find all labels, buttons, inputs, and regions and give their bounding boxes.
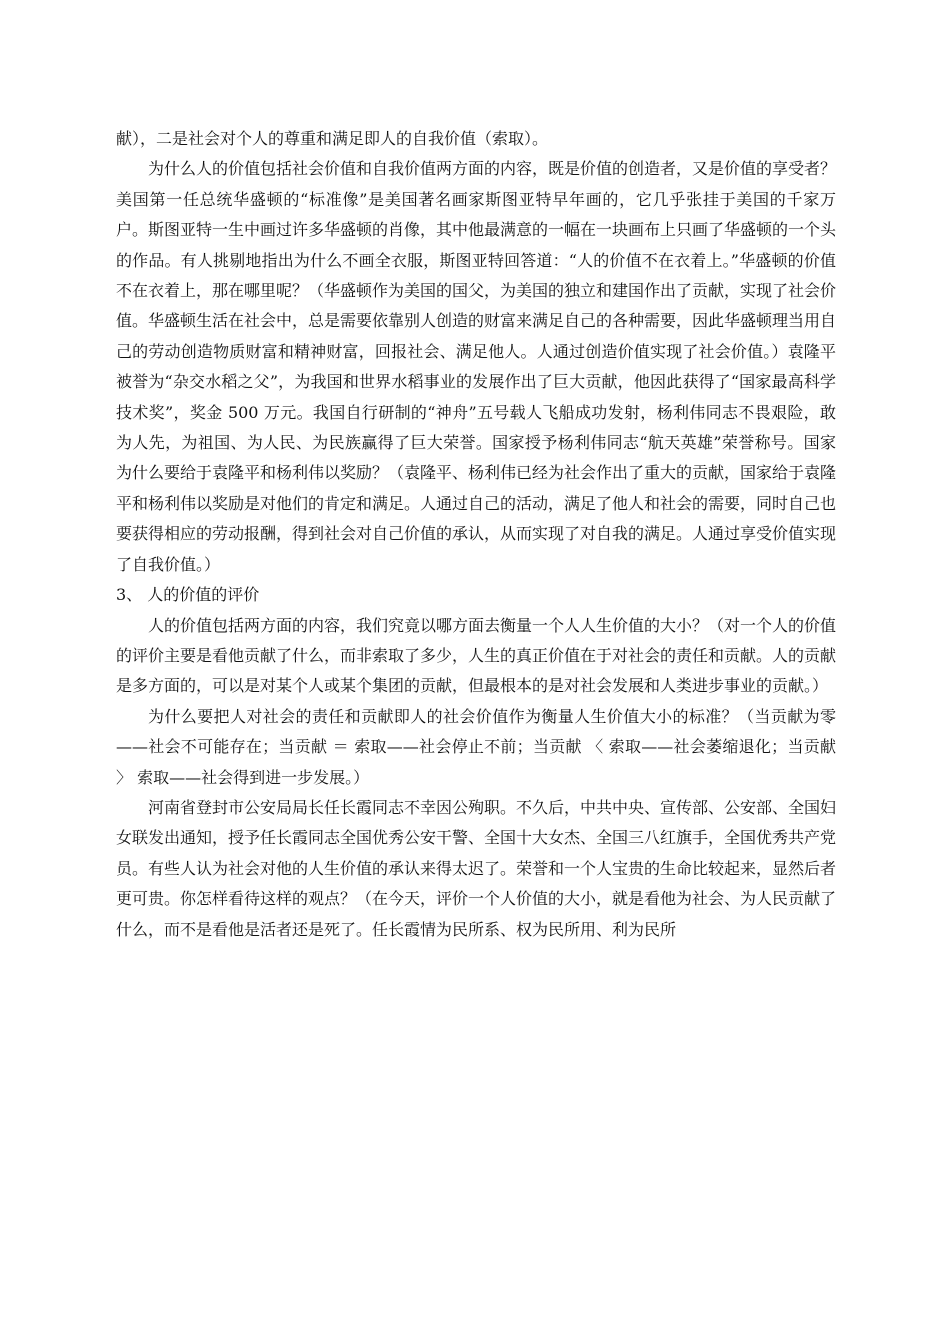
paragraph-washington-yuan-yang: 为什么人的价值包括社会价值和自我价值两方面的内容，既是价值的创造者，又是价值的享受者？美国第一任总统华盛顿的“标准像”是美国著名画家斯图亚特早年画的，它几乎张挂于美国的千家万户。斯图亚特一生中画过许多华盛顿的肖像，其中他最满意的一幅在一块画布上只画了华盛顿的一个头的作品。有人挑剔地指出为什么不画全衣服，斯图亚特回答道：“人的价值不在衣着上。”华盛顿的价值不在衣着上，那在哪里呢？（华盛顿作为美国的国父，为美国的独立和建国作出了贡献，实现了社会价值。华盛顿生活在社会中，总是需要依靠别人创造的财富来满足自己的各种需要，因此华盛顿理当用自己的劳动创造物质财富和精神财富，回报社会、满足他人。人通过创造价值实现了社会价值。）袁隆平被誉为“杂交水稻之父”，为我国和世界水稻事业的发展作出了巨大贡献，他因此获得了“国家最高科学技术奖”，奖金 500 万元。我国自行研制的“神舟”五号载人飞船成功发射，杨利伟同志不畏艰险，敢为人先，为祖国、为人民、为民族赢得了巨大荣誉。国家授予杨利伟同志“航天英雄”荣誉称号。国家为什么要给于袁隆平和杨利伟以奖励？（袁隆平、杨利伟已经为社会作出了重大的贡献，国家给于袁隆平和杨利伟以奖励是对他们的肯定和满足。人通过自己的活动，满足了他人和社会的需要，同时自己也要获得相应的劳动报酬，得到社会对自己价值的承认，从而实现了对自我的满足。人通过享受价值实现了自我价值。）	[116, 159, 837, 574]
document-body	[116, 124, 836, 945]
section-heading-value-evaluation: 3、 人的价值的评价	[116, 585, 260, 605]
paragraph-ren-changxia: 河南省登封市公安局局长任长霞同志不幸因公殉职。不久后，中共中央、宣传部、公安部、全国妇女联发出通知，授予任长霞同志全国优秀公安干警、全国十大女杰、全国三八红旗手，全国优秀共产党员。有些人认为社会对他的人生价值的承认来得太迟了。荣誉和一个人宝贵的生命比较起来，显然后者更可贵。你怎样看待这样的观点？（在今天，评价一个人价值的大小，就是看他为社会、为人民贡献了什么，而不是看他是活者还是死了。任长霞情为民所系、权为民所用、利为民所	[116, 797, 837, 939]
paragraph-contribution-standard: 为什么要把人对社会的责任和贡献即人的社会价值作为衡量人生价值大小的标准？（当贡献为零——社会不可能存在；当贡献 ＝ 索取——社会停止不前；当贡献 〈 索取——社会萎缩退化；当贡献 〉 索取——社会得到进一步发展。）	[116, 706, 836, 787]
paragraph-measure-value: 人的价值包括两方面的内容，我们究竟以哪方面去衡量一个人人生价值的大小？（对一个人的价值的评价主要是看他贡献了什么，而非索取了多少，人生的真正价值在于对社会的责任和贡献。人的贡献是多方面的，可以是对某个人或某个集团的贡献，但最根本的是对社会发展和人类进步事业的贡献。）	[116, 615, 837, 696]
paragraph-continuation: 献），二是社会对个人的尊重和满足即人的自我价值（索取）。	[116, 129, 549, 148]
